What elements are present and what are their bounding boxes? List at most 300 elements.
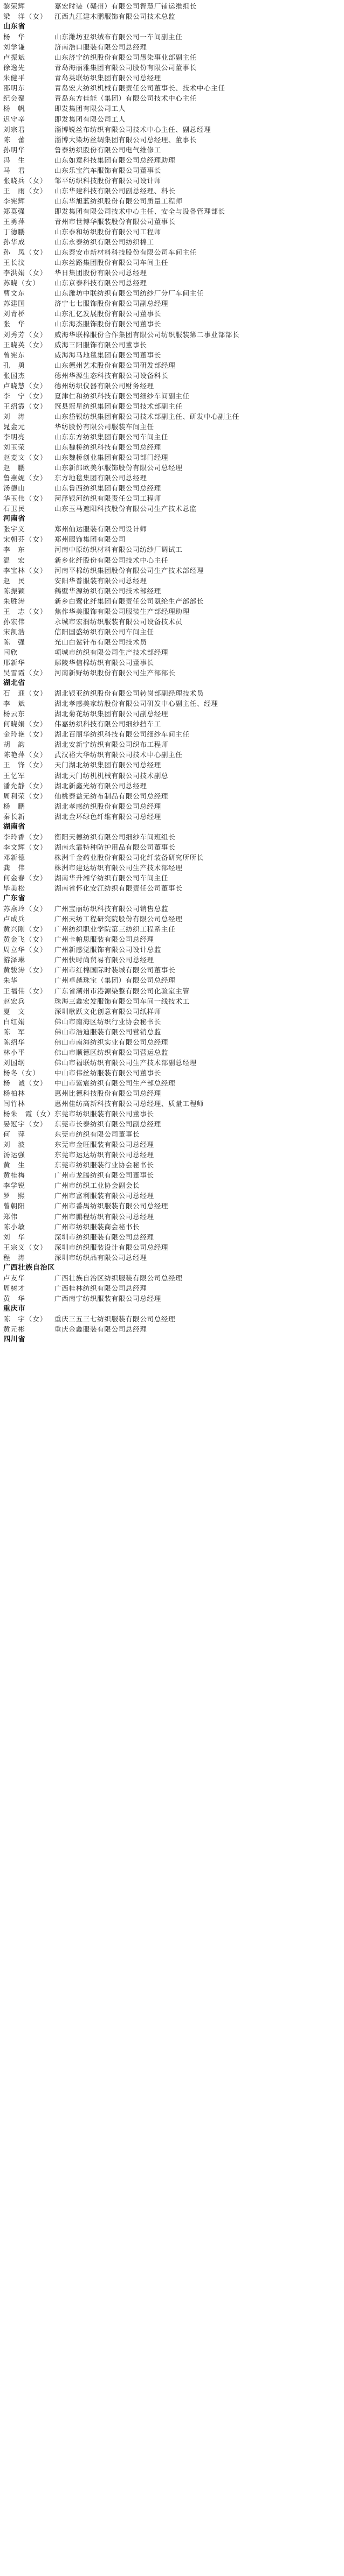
list-item [3,11,341,22]
person-name: 邢新华 [3,659,25,667]
affiliation-text: 山东济宁纺织股份有限公司愚染事业部副主任 [54,53,197,62]
person-name: 陈 军 [3,1027,25,1036]
list-item [3,483,341,493]
affiliation-text: 广州市鹏程纺织有限公司总经理 [54,1212,154,1221]
affiliation-text: 武汉裕大华纺织有限公司技术中心副主任 [54,751,183,759]
person-name: 林小平 [3,1048,25,1056]
person-name: 冯 生 [3,156,25,164]
person-name: 苏燕玲（女） [3,905,47,913]
person-name: 王宗义（女） [3,1243,47,1251]
list-item [3,227,341,237]
list-item [3,1314,341,1324]
list-item [3,924,341,934]
region-heading[interactable]: 广西壮族自治区 [3,1263,55,1272]
person-name: 赵宏兵 [3,997,25,1005]
region-heading[interactable]: 广东省 [3,894,26,903]
list-item [3,145,341,155]
person-name: 杨 诚（女） [3,1079,47,1087]
affiliation-text: 山东丝路集团股份有限公司车间主任 [54,258,169,267]
person-name: 苏建国 [3,299,25,308]
person-name: 赵 鹏 [3,464,25,472]
person-name: 张 华 [3,320,25,328]
person-name: 夏 文 [3,1007,25,1016]
person-name: 陈 强 [3,638,25,646]
person-name: 朱胜涛 [3,597,25,605]
person-name: 王福伟（女） [3,986,47,995]
affiliation-text: 鲁泰纺织股份有限公司电气维修工 [54,145,161,154]
person-name: 孙 凤（女） [3,248,47,257]
affiliation-text: 山东华旭蓝纺织股份有限公司质量工程师 [54,197,183,205]
list-item [3,1232,341,1242]
person-name: 杨柏林 [3,1089,25,1097]
affiliation-text: 佛山市南海区纺织行业协会秘书长 [54,1017,161,1026]
affiliation-text: 青岛宏大纺织机械有限责任公司董事长、技术中心主任 [54,84,225,93]
list-item [3,668,341,678]
person-name: 王晓英（女） [3,340,47,349]
affiliation-text: 广州快时尚贸易有限公司总经理 [54,956,154,964]
list-item [3,1242,341,1252]
person-name: 何 萍 [3,1130,25,1139]
person-name: 吴雪霞（女） [3,669,47,677]
list-item [3,1150,341,1160]
affiliation-text: 株洲市建达纺织有限公司生产技术部经理 [54,863,183,872]
list-item [3,1160,341,1170]
list-item [3,216,341,227]
affiliation-text: 广州市纺织工业协会副会长 [54,1181,140,1190]
person-name: 孔 勇 [3,361,25,369]
person-name: 杨云东 [3,710,25,718]
region-heading[interactable]: 山东省 [3,23,26,31]
list-item [3,986,341,996]
affiliation-text: 佛山市浩迪服装有限公司营销总监 [54,1027,161,1036]
region-heading[interactable]: 湖北省 [3,679,26,688]
affiliation-text: 湖北天门纺机机械有限公司技术副总 [54,771,169,780]
list-item [3,606,341,617]
list-item [3,155,341,165]
person-name: 陈艳萍（女） [3,751,47,759]
list-item [3,698,341,709]
affiliation-text: 广州卡帕思服装有限公司总经理 [54,935,154,944]
affiliation-text: 广州市纺织服装商会秘书长 [54,1222,140,1231]
affiliation-text: 焦作华美服饰有限公司服装生产部经理助理 [54,607,190,615]
affiliation-text: 湖北百丽华纺织科技有限公司细纱车间主任 [54,730,190,739]
list-item [3,709,341,719]
person-name: 王 志（女） [3,607,47,615]
person-name: 卢友华 [3,1273,25,1282]
list-item [3,565,341,576]
person-name: 陈 宇（女） [3,1315,47,1323]
region-heading[interactable]: 四川省 [3,1335,26,1344]
list-item [3,1191,341,1201]
list-item [3,627,341,637]
list-item [3,1027,341,1037]
list-item [3,340,341,350]
affiliation-text: 安阳华普服装有限公司总经理 [54,576,147,585]
person-name: 丁德鹏 [3,228,25,236]
affiliation-text: 山东乐宝汽车服饰有限公司董事长 [54,166,161,174]
affiliation-text: 广西桂林纺织有限公司总经理 [54,1284,147,1292]
affiliation-text: 广州宝丽纺织科技有限公司销售总监 [54,905,169,913]
affiliation-text: 湖南华升湘华纺织有限公司车间主任 [54,873,169,882]
affiliation-text: 珠海三鑫宏发服饰有限公司车间一线技术工 [54,997,190,1005]
list-item [3,206,341,216]
person-name: 刘 涛 [3,412,25,421]
person-name: 陈振颖 [3,586,25,595]
list-item [3,503,341,514]
list-item [3,83,341,93]
person-name: 王 锋（女） [3,761,47,769]
affiliation-text: 华纺股份有限公司服装车间主任 [54,422,154,431]
list-item [3,1139,341,1150]
affiliation-text: 淄博大染坊丝绸集团有限公司总经理、董事长 [54,135,197,144]
list-item [3,647,341,657]
affiliation-text: 湖南永霏特种防护用品有限公司董事长 [54,843,176,851]
list-item [3,298,341,309]
list-item [3,934,341,944]
affiliation-text: 东莞市纺织服装有限公司董事长 [54,1110,154,1118]
list-item [3,688,341,698]
affiliation-text: 佛山市福联纺织有限公司生产技术部副总经理 [54,1058,197,1067]
affiliation-text: 山东鲁西纺织集团有限公司总经理 [54,484,161,493]
person-name: 李洪娟（女） [3,269,47,277]
list-item [3,739,341,750]
person-name: 刘学谦 [3,43,25,52]
list-item [3,442,341,452]
affiliation-text: 青岛海丽雅集团有限公司股份有限公司董事长 [54,64,197,72]
affiliation-text: 天门湖北纺织集团有限公司总经理 [54,761,161,769]
list-item [3,1068,341,1078]
person-name: 曹文东 [3,289,25,298]
affiliation-text: 山东潍坊亚织绒布有限公司一车间副主任 [54,33,183,41]
person-name: 张国杰 [3,371,25,380]
list-item [3,1129,341,1139]
list-item [3,544,341,555]
list-item [3,791,341,801]
affiliation-text: 广州天纺工程研究院股份有限公司总经理 [54,915,183,923]
list-item [3,319,341,329]
person-name: 杨冬（女） [3,1068,40,1077]
affiliation-text: 冠县冠星纺织集团有限公司技术部副主任 [54,402,183,410]
list-item [3,370,341,381]
list-item [3,1088,341,1098]
person-name: 潘允静（女） [3,781,47,790]
affiliation-text: 德州华源生态科技有限公司设备科长 [54,371,169,380]
person-name: 周树才 [3,1284,25,1292]
list-item [3,750,341,760]
affiliation-text: 深圳市纺织服装设计有限公司总经理 [54,1243,169,1251]
person-name: 陈小敏 [3,1222,25,1231]
affiliation-text: 山东汇亿发展股份有限公司董事长 [54,310,161,318]
affiliation-text: 佛山市顺德区纺织有限公司营运总监 [54,1048,169,1056]
person-name: 邵明东 [3,84,25,93]
person-name: 胡 韵 [3,740,25,749]
affiliation-text: 郑州仙达服装有限公司设计师 [54,525,147,534]
person-name: 金玲艳（女） [3,730,47,739]
list-item [3,1222,341,1232]
list-item [3,996,341,1006]
person-name: 曾朝阳 [3,1202,25,1210]
list-item [3,852,341,863]
affiliation-text: 东莞市运达纺织有限公司总经理 [54,1151,154,1159]
list-item [3,237,341,247]
affiliation-text: 邹平纺织科技股份有限公司设计师 [54,176,161,185]
list-item [3,1017,341,1027]
person-name: 邓新德 [3,853,25,862]
list-item [3,1293,341,1304]
list-item [3,381,341,391]
list-item [3,1212,341,1222]
affiliation-text: 衡阳天德纺织有限公司细纱车间班组长 [54,832,176,841]
list-item [3,1180,341,1191]
affiliation-text: 青岛东方佳能（集团）有限公司技术中心主任 [54,94,197,103]
list-item [3,1,341,11]
list-item [3,944,341,955]
person-name: 何金春（女） [3,873,47,882]
person-name: 黄金飞（女） [3,935,47,944]
person-name: 李 宁（女） [3,391,47,400]
list-item [3,965,341,975]
list-item [3,873,341,883]
list-item [3,114,341,124]
list-item [3,401,341,411]
affiliation-text: 河南新野纺织股份有限公司生产部部长 [54,669,176,677]
region-heading[interactable]: 河南省 [3,515,26,523]
person-name: 孙华成 [3,238,25,247]
list-item [3,863,341,873]
affiliation-text: 中山市紫宸纺织有限公司生产部总经理 [54,1079,176,1087]
person-name: 游泽琳 [3,956,25,964]
list-item [3,93,341,103]
person-name: 周立华（女） [3,946,47,954]
person-name: 杨 华 [3,33,25,41]
person-name: 石卫民 [3,505,25,513]
list-item [3,842,341,852]
list-item [3,473,341,483]
affiliation-text: 山东岱银纺织集团有限公司技术部副主任、研发中心副主任 [54,412,240,421]
list-item [3,62,341,73]
person-name: 孙宏伟 [3,617,25,626]
affiliation-text: 嘉宏时装（赣州）有限公司智慧厂铺运维组长 [54,2,197,10]
affiliation-text: 广州市龙腾纺织有限公司董事长 [54,1171,154,1180]
person-name: 纪会聚 [3,94,25,103]
person-name: 杨 帆 [3,104,25,113]
affiliation-text: 东莞市金旺服装有限公司总经理 [54,1140,154,1149]
list-item [3,452,341,463]
person-name: 刘国纲 [3,1058,25,1067]
person-name: 陈绍华 [3,1038,25,1046]
affiliation-text: 华日集团股份有限公司总经理 [54,269,147,277]
person-name: 刘 波 [3,1140,25,1149]
person-name: 徐逸先 [3,64,25,72]
affiliation-text: 济宁七七服饰股份有限公司副总经理 [54,299,169,308]
affiliation-text: 湖南省怀化安江纺织有限责任公司董事长 [54,884,183,893]
affiliation-text: 德州纺织仪器有限公司财务经理 [54,381,154,390]
person-name: 李明亮 [3,432,25,441]
affiliation-text: 湖北菊花纺织集团有限公司副总经理 [54,710,169,718]
affiliation-text: 山东玉马遮阳科技股份有限公司生产技术总监 [54,505,197,513]
list-item [3,52,341,62]
person-name: 周利荣（女） [3,792,47,800]
person-name: 王长汶 [3,258,25,267]
affiliation-text: 济南浩口服装有限公司总经理 [54,43,147,52]
person-name: 孙明华 [3,145,25,154]
person-name: 张宇义 [3,525,25,534]
list-item [3,555,341,565]
list-item [3,955,341,965]
person-name: 马 君 [3,166,25,174]
person-name: 迟守辛 [3,115,25,123]
person-name: 刘秀芳（女） [3,330,47,339]
region-heading[interactable]: 重庆市 [3,1304,26,1313]
affiliation-text: 山东新郎欧美尔服饰股份有限公司总经理 [54,464,183,472]
affiliation-text: 广西壮族自治区纺织服装有限公司总经理 [54,1273,183,1282]
affiliation-text: 山东泰和纺织股份有限公司工程师 [54,228,161,236]
list-item [3,1109,341,1119]
list-item [3,493,341,503]
person-name: 陈 蕾 [3,135,25,144]
list-item [3,196,341,206]
affiliation-text: 威海海马地毯集团有限公司董事长 [54,351,161,359]
list-item [3,1006,341,1017]
list-item [3,360,341,370]
list-item [3,288,341,298]
affiliation-text: 淄博锐丝布纺织有限公司技术中心主任、副总经理 [54,125,211,134]
affiliation-text: 山东潍坊中联纺织有限公司纺纱厂分厂车间主任 [54,289,204,298]
list-item [3,1252,341,1263]
person-name: 朱健平 [3,74,25,82]
list-item [3,391,341,401]
affiliation-text: 河南平棉纺织集团股份有限公司生产技术部经理 [54,566,204,575]
region-heading[interactable]: 湖南省 [3,822,26,831]
affiliation-text: 深圳歌跃文化创意有限公司纸样师 [54,1007,161,1016]
person-name: 黄骏涛（女） [3,966,47,975]
person-name: 温 宏 [3,556,25,564]
list-item [3,657,341,668]
affiliation-text: 山东泰安市新材料科技股份有限公司车间主任 [54,248,197,257]
list-item [3,637,341,647]
list-item [3,1047,341,1058]
person-name: 刘 华 [3,1233,25,1241]
list-item [3,760,341,770]
list-item [3,729,341,739]
affiliation-text: 山东东方纺织集团有限公司车间主任 [54,432,169,441]
affiliation-text: 山东魏桥纺织科技有限公司总经理 [54,443,161,452]
person-name: 李玲香（女） [3,832,47,841]
person-name: 杨 鹏 [3,802,25,810]
list-item [3,73,341,83]
affiliation-text: 东莞市长泰纺织有限公司副总经理 [54,1120,161,1129]
person-name: 卢成兵 [3,915,25,923]
person-name: 程 涛 [3,1253,25,1262]
person-name: 赵麦文（女） [3,453,47,462]
list-item [3,596,341,606]
person-name: 苏晓（女） [3,279,40,288]
person-name: 王忆军 [3,771,25,780]
affiliation-text: 伟嘉纺织科技有限公司细纱挡车工 [54,720,161,729]
person-name: 黄 生 [3,1161,25,1170]
list-item [3,914,341,924]
list-item [3,576,341,586]
person-name: 杨朱 霞（女） [3,1110,54,1118]
affiliation-text: 广州市番禺纺织服装有限公司总经理 [54,1202,169,1210]
person-name: 毕美松 [3,884,25,893]
affiliation-text: 广州新感觉服饰有限公司设计总监 [54,946,161,954]
affiliation-text: 广州市红棉国际时装城有限公司董事长 [54,966,176,975]
affiliation-text: 青岛英联纺织集团有限公司总经理 [54,74,161,82]
affiliation-text: 惠州比德科技股份有限公司总经理 [54,1089,161,1097]
person-name: 宋凯浩 [3,627,25,636]
person-name: 鲁燕妮（女） [3,474,47,482]
affiliation-text: 湖北金环绿色纤维有限公司总经理 [54,812,161,821]
list-item [3,32,341,42]
affiliation-text: 江西九江建木鹏服饰有限公司技术总监 [54,12,176,21]
person-name: 晏冠宇（女） [3,1120,47,1129]
affiliation-text: 新乡化纤股份有限公司技术中心主任 [54,556,169,564]
list-item [3,883,341,893]
affiliation-text: 威海三阳服饰有限公司董事长 [54,340,147,349]
list-item [3,1201,341,1211]
affiliation-text: 河南中原纺织材料有限公司纺纱厂调试工 [54,545,183,554]
affiliation-text: 威海华联棉服份合作集团有限公司纺织服装第二事业部部长 [54,330,240,339]
affiliation-text: 湖北安新宁纺织有限公司织布工程师 [54,740,169,749]
list-item [3,330,341,340]
affiliation-text: 湖北孝感美家纺股份有限公司研发中心副主任、经理 [54,699,218,708]
list-item [3,1273,341,1283]
person-name: 黎荣辉 [3,2,25,10]
list-item [3,1283,341,1293]
list-item [3,278,341,288]
person-name: 郑莫强 [3,207,25,215]
person-name: 李宪辉 [3,197,25,205]
list-item [3,165,341,176]
affiliation-text: 项城市纺织有限公司生产技术部经理 [54,648,169,656]
person-name: 李宝林（女） [3,566,47,575]
person-name: 王绍霞（女） [3,402,47,410]
affiliation-text: 夏津仁和纺织科技有限公司细纱车间副主任 [54,391,190,400]
list-item [3,42,341,52]
person-name: 卢晓慧（女） [3,381,47,390]
list-item [3,771,341,781]
person-name: 龚 伟 [3,863,25,872]
affiliation-text: 光山白鲨针布有限公司技术员 [54,638,147,646]
affiliation-text: 佛山市南海纺织实业有限公司总经理 [54,1038,169,1046]
person-name: 闫欣 [3,648,18,656]
affiliation-text: 广州市富利服装有限公司总经理 [54,1192,154,1200]
affiliation-text: 重庆金鑫服装有限公司总经理 [54,1325,147,1334]
affiliation-text: 深圳市纺织服装有限公司总经理 [54,1233,154,1241]
affiliation-text: 惠州佳纺高新科技有限公司总经理、质量工程师 [54,1100,204,1108]
affiliation-text: 永城市宏润纺织服装有限公司设备技术员 [54,617,183,626]
person-name: 汤运强 [3,1151,25,1159]
person-name: 刘玉荣 [3,443,25,452]
person-name: 罗 熙 [3,1192,25,1200]
person-name: 朱华 [3,976,18,985]
affiliation-text: 株洲千金药业股份有限公司化纤装备研究所所长 [54,853,204,862]
affiliation-text: 新乡白鹭化纤集团有限责任公司氨纶生产部部长 [54,597,204,605]
person-name: 秦长新 [3,812,25,821]
person-name: 刘青桥 [3,310,25,318]
affiliation-text: 郑州服饰集团有限公司 [54,535,126,544]
person-name: 梁 洋（女） [3,12,47,21]
person-name: 宋朝芬（女） [3,535,47,544]
person-name: 黄元彬 [3,1325,25,1334]
list-item [3,1170,341,1180]
person-name: 闫竹林 [3,1100,25,1108]
list-item [3,411,341,422]
list-item [3,1037,341,1047]
list-item [3,524,341,534]
list-item [3,176,341,186]
